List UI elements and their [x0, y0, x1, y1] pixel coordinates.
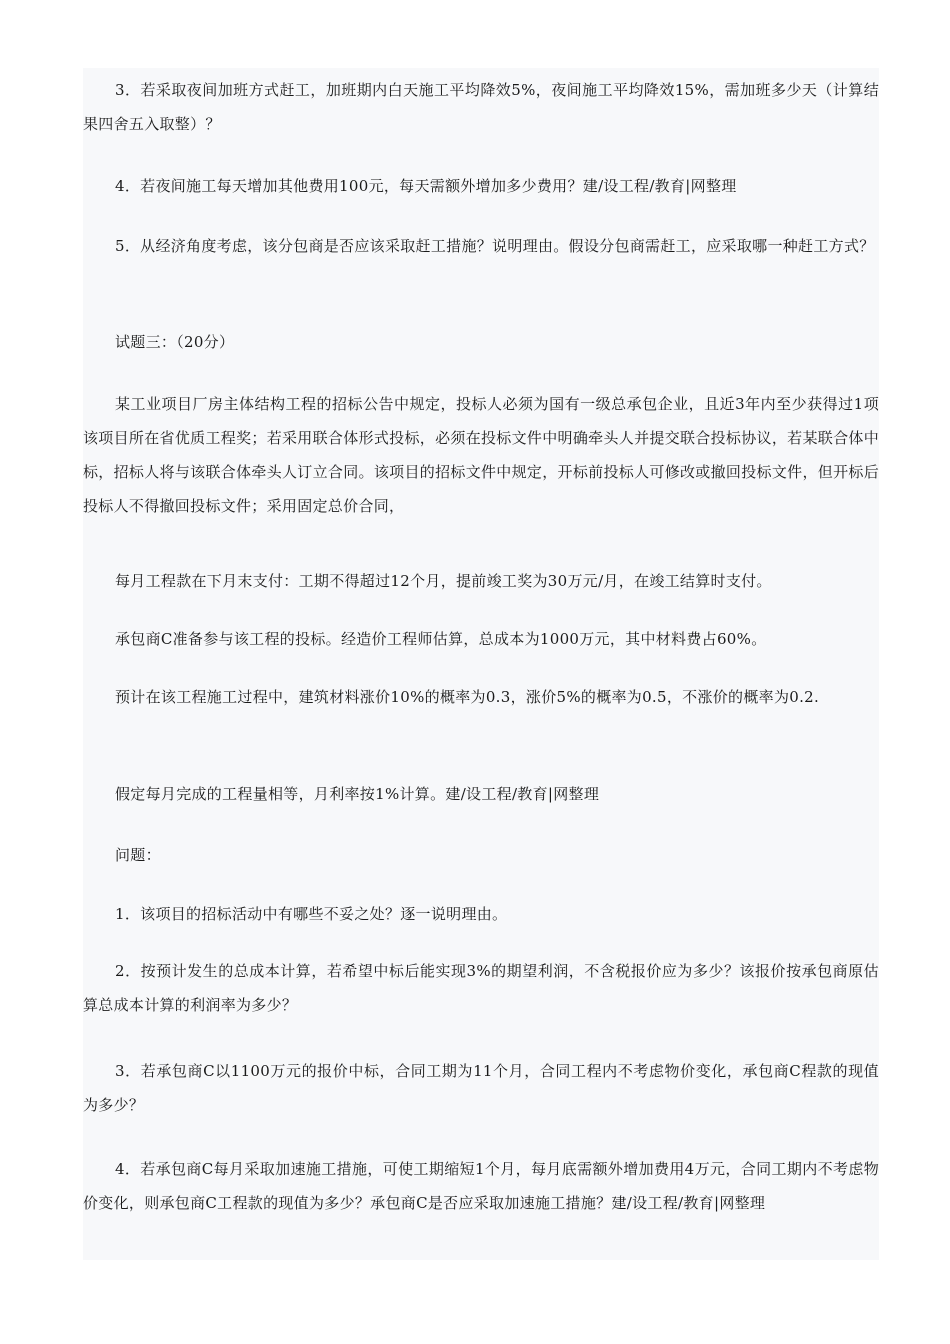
question-1-paragraph: 1．该项目的招标活动中有哪些不妥之处？逐一说明理由。 [115, 905, 508, 923]
question-4-paragraph: 4．若夜间施工每天增加其他费用100元，每天需额外增加多少费用？建/设工程/教育|网整理 [115, 177, 737, 195]
question-5-paragraph: 5．从经济角度考虑，该分包商是否应该采取赶工措施？说明理由。假设分包商需赶工，应采取哪一种赶工方式？ [115, 237, 875, 255]
section-heading-question-3: 试题三：（20分） [115, 333, 235, 351]
questions-heading: 问题： [115, 846, 161, 864]
question-3b-paragraph: 3．若承包商C以1100万元的报价中标，合同工期为11个月，合同工程内不考虑物价变化，承包商C程款的现值为多少？ [83, 1062, 879, 1114]
question-2-paragraph: 2．按预计发生的总成本计算，若希望中标后能实现3%的期望利润，不含税报价应为多少？该报价按承包商原估算总成本计算的利润率为多少？ [83, 962, 879, 1014]
project-description-paragraph: 某工业项目厂房主体结构工程的招标公告中规定，投标人必须为国有一级总承包企业，且近3年内至少获得过1项该项目所在省优质工程奖；若采用联合体形式投标，必须在投标文件中明确牵头人并提交联合投标协议，若某联合体中标，招标人将与该联合体牵头人订立合同。该项目的招标文件中规定，开标前投标人可修改或撤回投标文件，但开标后投标人不得撤回投标文件；采用固定总价合同， [83, 395, 879, 515]
price-probability-paragraph: 预计在该工程施工过程中，建筑材料涨价10%的概率为0.3，涨价5%的概率为0.5，不涨价的概率为0.2. [115, 688, 820, 706]
question-4b-paragraph: 4．若承包商C每月采取加速施工措施，可使工期缩短1个月，每月底需额外增加费用4万元，合同工期内不考虑物价变化，则承包商C工程款的现值为多少？承包商C是否应采取加速施工措施？建/设工程/教育|网整理 [83, 1160, 879, 1212]
contractor-estimate-paragraph: 承包商C准备参与该工程的投标。经造价工程师估算，总成本为1000万元，其中材料费占60%。 [115, 630, 767, 648]
document-body [83, 68, 879, 1260]
payment-terms-paragraph: 每月工程款在下月末支付：工期不得超过12个月，提前竣工奖为30万元/月，在竣工结算时支付。 [115, 572, 772, 590]
question-3-paragraph: 3．若采取夜间加班方式赶工，加班期内白天施工平均降效5%，夜间施工平均降效15%，需加班多少天（计算结果四舍五入取整）？ [83, 81, 879, 133]
interest-rate-paragraph: 假定每月完成的工程量相等，月利率按1%计算。建/设工程/教育|网整理 [115, 785, 600, 803]
